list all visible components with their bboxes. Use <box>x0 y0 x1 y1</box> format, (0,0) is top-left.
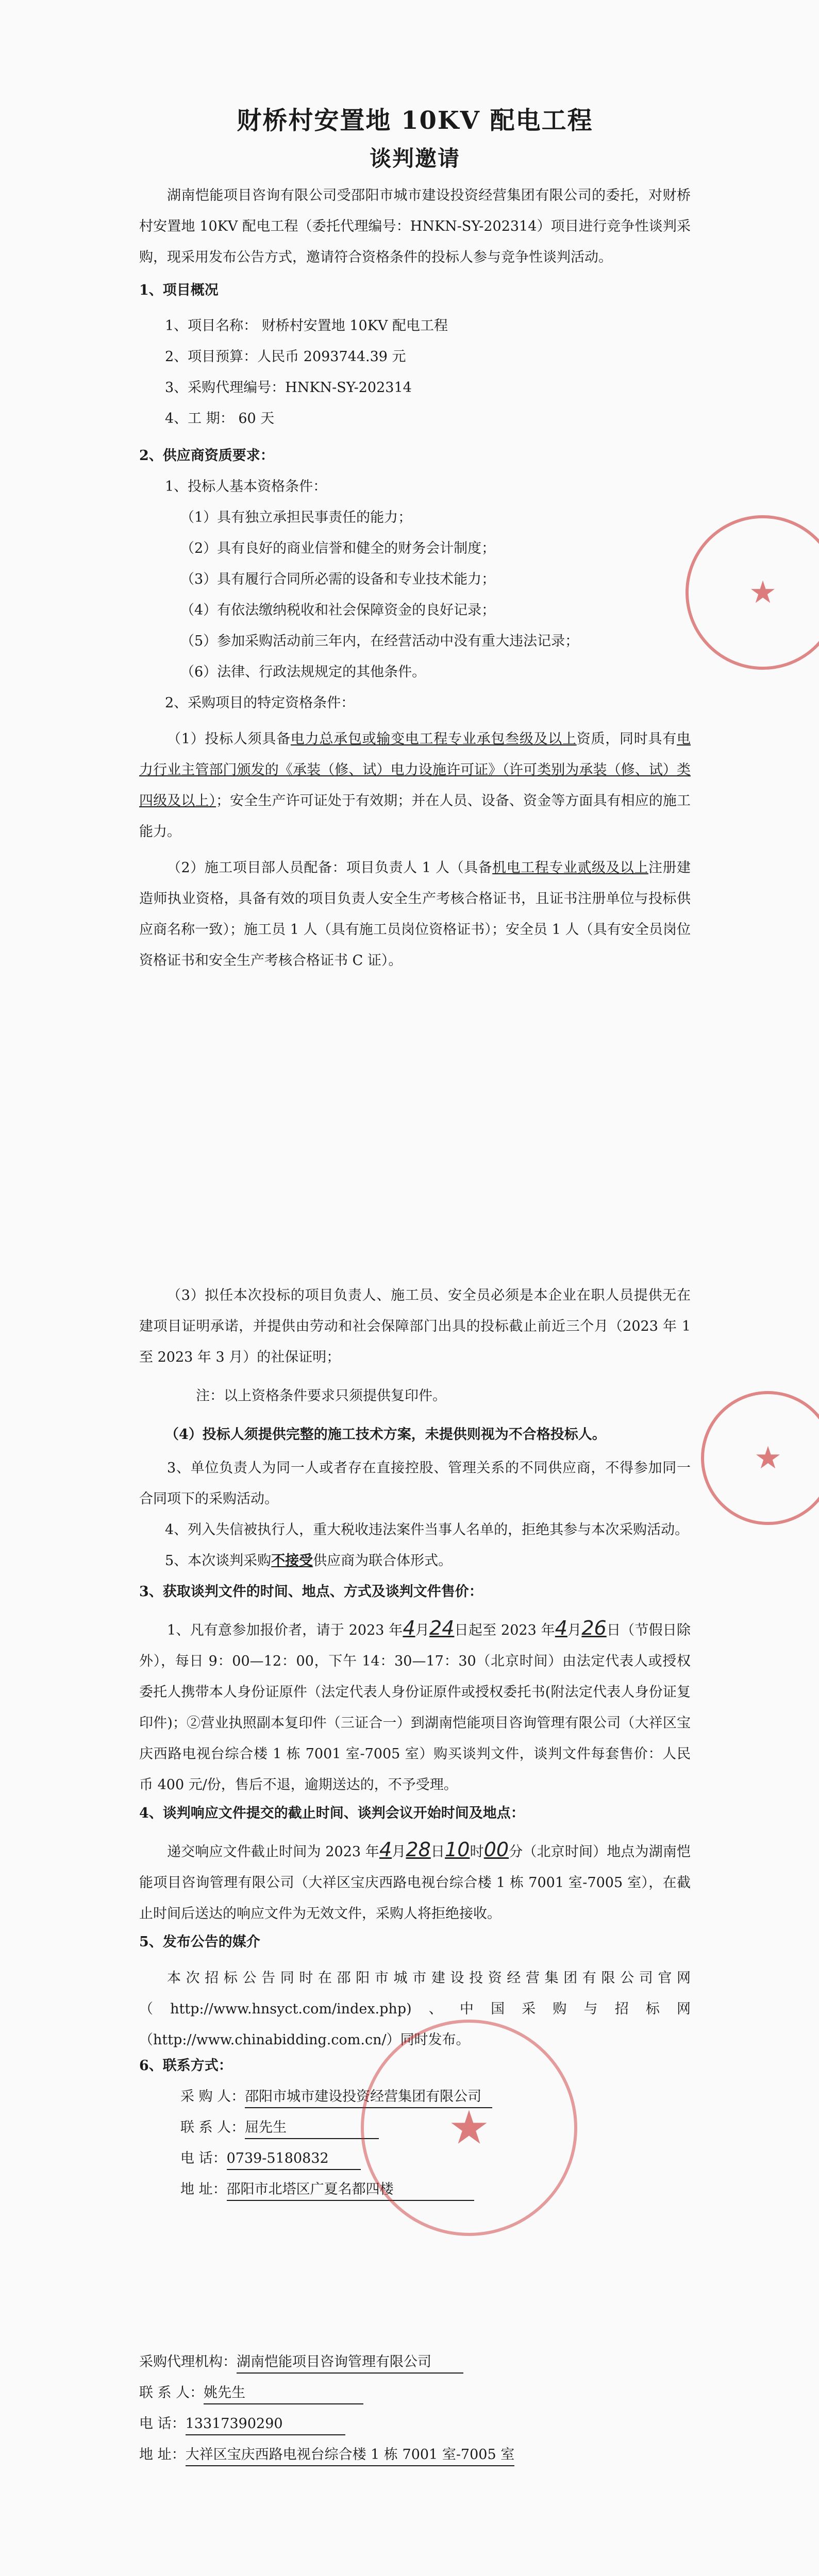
condition-3: （3）具有履行合同所必需的设备和专业技术能力； <box>180 571 496 587</box>
buyer-contact-row: 联 系 人：屈先生 <box>180 2117 379 2139</box>
agent-row: 采购代理机构：湖南恺能项目咨询管理有限公司 <box>139 2352 463 2374</box>
handwritten-day-2: 26 <box>581 1617 607 1639</box>
buyer-name: 邵阳市城市建设投资经营集团有限公司 <box>245 2087 492 2108</box>
company-seal-icon: ★ <box>361 2020 577 2236</box>
project-duration: 4、工 期： 60 天 <box>165 411 275 427</box>
rule-4: 4、列入失信被执行人，重大税收违法案件当事人名单的，拒绝其参与本次采购活动。 <box>165 1522 689 1538</box>
doc-subtitle: 谈判邀请 <box>369 146 460 171</box>
rule-3: 3、单位负责人为同一人或者存在直接控股、管理关系的不同供应商，不得参加同一合同项下的采购活动。 <box>139 1460 691 1507</box>
handwritten-deadline-month: 4 <box>379 1838 392 1861</box>
condition-5: （5）参加采购活动前三年内，在经营活动中没有重大违法记录； <box>180 633 579 649</box>
doc-title: 财桥村安置地 10KV 配电工程 <box>237 106 593 135</box>
section4-text: 递交响应文件截止时间为 2023 年4月28日10时00分（北京时间）地点为湖南恺能项目咨询管理有限公司（大祥区宝庆西路电视台综合楼 1 栋 7001 室-7005 室），在截止时间后送达的响应文件为无效文件，采购人将拒绝接收。 <box>139 1838 691 1922</box>
buyer-contact: 屈先生 <box>245 2117 379 2139</box>
handwritten-day-1: 24 <box>429 1617 455 1639</box>
agent-name: 湖南恺能项目咨询管理有限公司 <box>237 2352 463 2374</box>
buyer-phone-row: 电 话：0739-5180832 <box>180 2148 361 2170</box>
rule-5: 5、本次谈判采购不接受供应商为联合体形式。 <box>165 1553 453 1569</box>
section3-heading: 3、获取谈判文件的时间、地点、方式及谈判文件售价： <box>139 1584 483 1600</box>
agent-contact: 姚先生 <box>204 2383 363 2404</box>
project-name: 1、项目名称： 财桥村安置地 10KV 配电工程 <box>165 318 448 334</box>
section3-text: 1、凡有意参加报价者，请于 2023 年4月24日起至 2023 年4月26日（节假日除外），每日 9：00—12：00，下午 14：30—17：30（北京时间）由法定代表人或授权委托人携带本人身份证原件（法定代表人身份证原件或授权委托书(附法定代表人身份证复印件)；②营业执照副本复印件（三证合一）到湖南恺能项目咨询管理有限公司（大祥区宝庆西路电视台综合楼 1 栋 7001 室-7005 室）购买谈判文件，谈判文件每套售价：人民币 400 元/份，售后不退，逾期送达的，不予受理。 <box>139 1617 691 1793</box>
qualification-note: 注：以上资格条件要求只须提供复印件。 <box>196 1388 446 1404</box>
license-requirement: 电力行业主管部门颁发的《承装（修、试）电力设施许可证》（许可类别为承装（修、试）类四级及以上） <box>139 731 691 809</box>
section4-heading: 4、谈判响应文件提交的截止时间、谈判会议开始时间及地点： <box>139 1805 525 1821</box>
builder-requirement: 机电工程专业贰级及以上 <box>492 860 648 876</box>
special-condition-2: （2）施工项目部人员配备：项目负责人 1 人（具备机电工程专业贰级及以上注册建造师执业资格，具备有效的项目负责人安全生产考核合格证书，且证书注册单位与投标供应商名称一致）；施工员 1 人（具有施工员岗位资格证书）；安全员 1 人（具有安全员岗位资格证书和安全生产考核合格证书 C 证）。 <box>139 860 691 969</box>
handwritten-deadline-minute: 00 <box>483 1838 509 1861</box>
condition-4: （4）有依法缴纳税收和社会保障资金的良好记录； <box>180 602 496 618</box>
condition-6: （6）法律、行政法规规定的其他条件。 <box>180 664 426 680</box>
special-condition-3: （3）拟任本次投标的项目负责人、施工员、安全员必须是本企业在职人员提供无在建项目证明承诺，并提供由劳动和社会保障部门出具的投标截止前近三个月（2023 年 1 至 2023 年 3 月）的社保证明； <box>139 1287 691 1365</box>
agent-phone: 13317390290 <box>186 2414 345 2435</box>
section5-text: 本次招标公告同时在邵阳市城市建设投资经营集团有限公司官网（http://www.hnsyct.com/index.php)、中国采购与招标网（http://www.chinabidding.com.cn/）同时发布。 <box>139 1970 691 2048</box>
buyer-phone: 0739-5180832 <box>227 2148 361 2170</box>
section1-heading: 1、项目概况 <box>139 282 219 298</box>
condition-1: （1）具有独立承担民事责任的能力； <box>180 510 412 526</box>
agent-phone-row: 电 话：13317390290 <box>139 2414 345 2435</box>
special-condition-4: （4）投标人须提供完整的施工技术方案，未提供则视为不合格投标人。 <box>165 1427 606 1443</box>
project-budget: 2、项目预算：人民币 2093744.39 元 <box>165 349 406 365</box>
handwritten-month-1: 4 <box>403 1617 415 1639</box>
handwritten-month-2: 4 <box>555 1617 567 1639</box>
handwritten-deadline-day: 28 <box>406 1838 431 1861</box>
handwritten-deadline-hour: 10 <box>445 1838 470 1861</box>
not-accepted: 不接受 <box>271 1553 313 1569</box>
special-conditions-heading: 2、采购项目的特定资格条件： <box>165 695 355 711</box>
buyer-row: 采 购 人：邵阳市城市建设投资经营集团有限公司 <box>180 2087 492 2108</box>
condition-2: （2）具有良好的商业信誉和健全的财务会计制度； <box>180 540 496 556</box>
seal-stamp-icon: ★ <box>701 1391 819 1525</box>
special-condition-1: （1）投标人须具备电力总承包或输变电工程专业承包叁级及以上资质，同时具有电力行业主管部门颁发的《承装（修、试）电力设施许可证》（许可类别为承装（修、试）类四级及以上）；安全生产许可证处于有效期；并在人员、设备、资金等方面具有相应的施工能力。 <box>139 731 691 840</box>
agent-contact-row: 联 系 人：姚先生 <box>139 2383 363 2404</box>
intro-paragraph: 湖南恺能项目咨询有限公司受邵阳市城市建设投资经营集团有限公司的委托，对财桥村安置地 10KV 配电工程（委托代理编号：HNKN-SY-202314）项目进行竞争性谈判采购，现采用发布公告方式，邀请符合资格条件的投标人参与竞争性谈判活动。 <box>139 188 691 265</box>
agent-address-row: 地 址：大祥区宝庆西路电视台综合楼 1 栋 7001 室-7005 室 <box>139 2445 514 2466</box>
agent-address: 大祥区宝庆西路电视台综合楼 1 栋 7001 室-7005 室 <box>186 2445 515 2466</box>
seal-stamp-icon: ★ <box>686 515 819 670</box>
section2-heading: 2、供应商资质要求： <box>139 448 274 464</box>
buyer-address: 邵阳市北塔区广夏名都四楼 <box>227 2179 474 2201</box>
qualification-requirement: 电力总承包或输变电工程专业承包叁级及以上 <box>290 731 577 747</box>
section6-heading: 6、联系方式： <box>139 2058 232 2074</box>
project-code: 3、采购代理编号：HNKN-SY-202314 <box>165 380 412 396</box>
buyer-address-row: 地 址：邵阳市北塔区广夏名都四楼 <box>180 2179 474 2201</box>
section5-heading: 5、发布公告的媒介 <box>139 1934 260 1950</box>
basic-conditions-heading: 1、投标人基本资格条件： <box>165 479 327 495</box>
